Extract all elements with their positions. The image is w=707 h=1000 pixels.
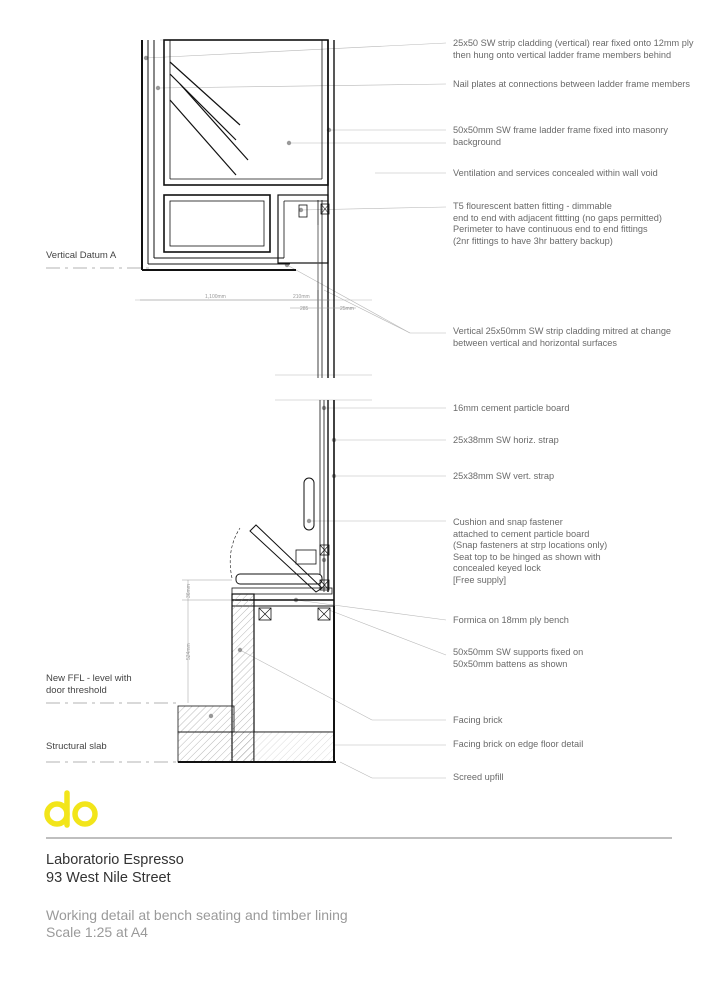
note-formica-bench: Formica on 18mm ply bench bbox=[453, 615, 569, 625]
note-cement-board: 16mm cement particle board bbox=[453, 403, 570, 413]
drawing-scale: Scale 1:25 at A4 bbox=[46, 924, 148, 940]
do-logo-icon bbox=[44, 789, 100, 831]
note-ladder-frame: 50x50mm SW frame ladder frame fixed into masonry background bbox=[453, 125, 668, 147]
svg-text:1,100mm: 1,100mm bbox=[205, 294, 226, 300]
note-t5-batten: T5 flourescent batten fitting - dimmable end to end with adjacent fittting (no gaps permitted) Perimeter to have continuous end to end fittings (2nr fittings to have 3hr battery backup) bbox=[453, 201, 662, 246]
datum-label-new-ffl: New FFL - level with door threshold bbox=[46, 673, 132, 696]
project-address: 93 West Nile Street bbox=[46, 870, 171, 886]
drawing-description: Working detail at bench seating and timber lining bbox=[46, 907, 348, 923]
datum-label-structural-slab: Structural slab bbox=[46, 741, 107, 752]
ladder-frame bbox=[142, 40, 328, 270]
note-nail-plates: Nail plates at connections between ladder frame members bbox=[453, 79, 690, 89]
title-block bbox=[46, 851, 184, 887]
note-mitred-cladding: Vertical 25x50mm SW strip cladding mitred at change between vertical and horizontal surfaces bbox=[453, 326, 672, 348]
note-horiz-strap: 25x38mm SW horiz. strap bbox=[453, 435, 559, 445]
note-sw-supports: 50x50mm SW supports fixed on 50x50mm battens as shown bbox=[453, 647, 584, 669]
svg-text:25mm: 25mm bbox=[340, 306, 354, 312]
note-cushion: Cushion and snap fastener attached to cement particle board (Snap fasteners at strp locations only) Seat top to be hinged as shown with concealed keyed lock [Free supply] bbox=[453, 517, 608, 585]
floor-build-up bbox=[178, 594, 336, 762]
project-name: Laboratorio Espresso bbox=[46, 852, 184, 868]
note-screed-upfill: Screed upfill bbox=[453, 772, 504, 782]
svg-text:36mm: 36mm bbox=[186, 584, 192, 598]
note-facing-brick: Facing brick bbox=[453, 715, 503, 725]
svg-text:285: 285 bbox=[300, 306, 309, 312]
note-ventilation: Ventilation and services concealed within wall void bbox=[453, 168, 658, 178]
drawing-info bbox=[46, 907, 348, 941]
note-vert-strap: 25x38mm SW vert. strap bbox=[453, 471, 555, 481]
svg-text:524mm: 524mm bbox=[186, 643, 192, 660]
datum-label-vertical: Vertical Datum A bbox=[46, 250, 117, 261]
svg-text:210mm: 210mm bbox=[293, 294, 310, 300]
leader-lines bbox=[135, 40, 446, 778]
note-facing-brick-edge: Facing brick on edge floor detail bbox=[453, 739, 584, 749]
note-strip-cladding: 25x50 SW strip cladding (vertical) rear fixed onto 12mm ply then hung onto vertical ladder frame members behind bbox=[453, 38, 694, 60]
